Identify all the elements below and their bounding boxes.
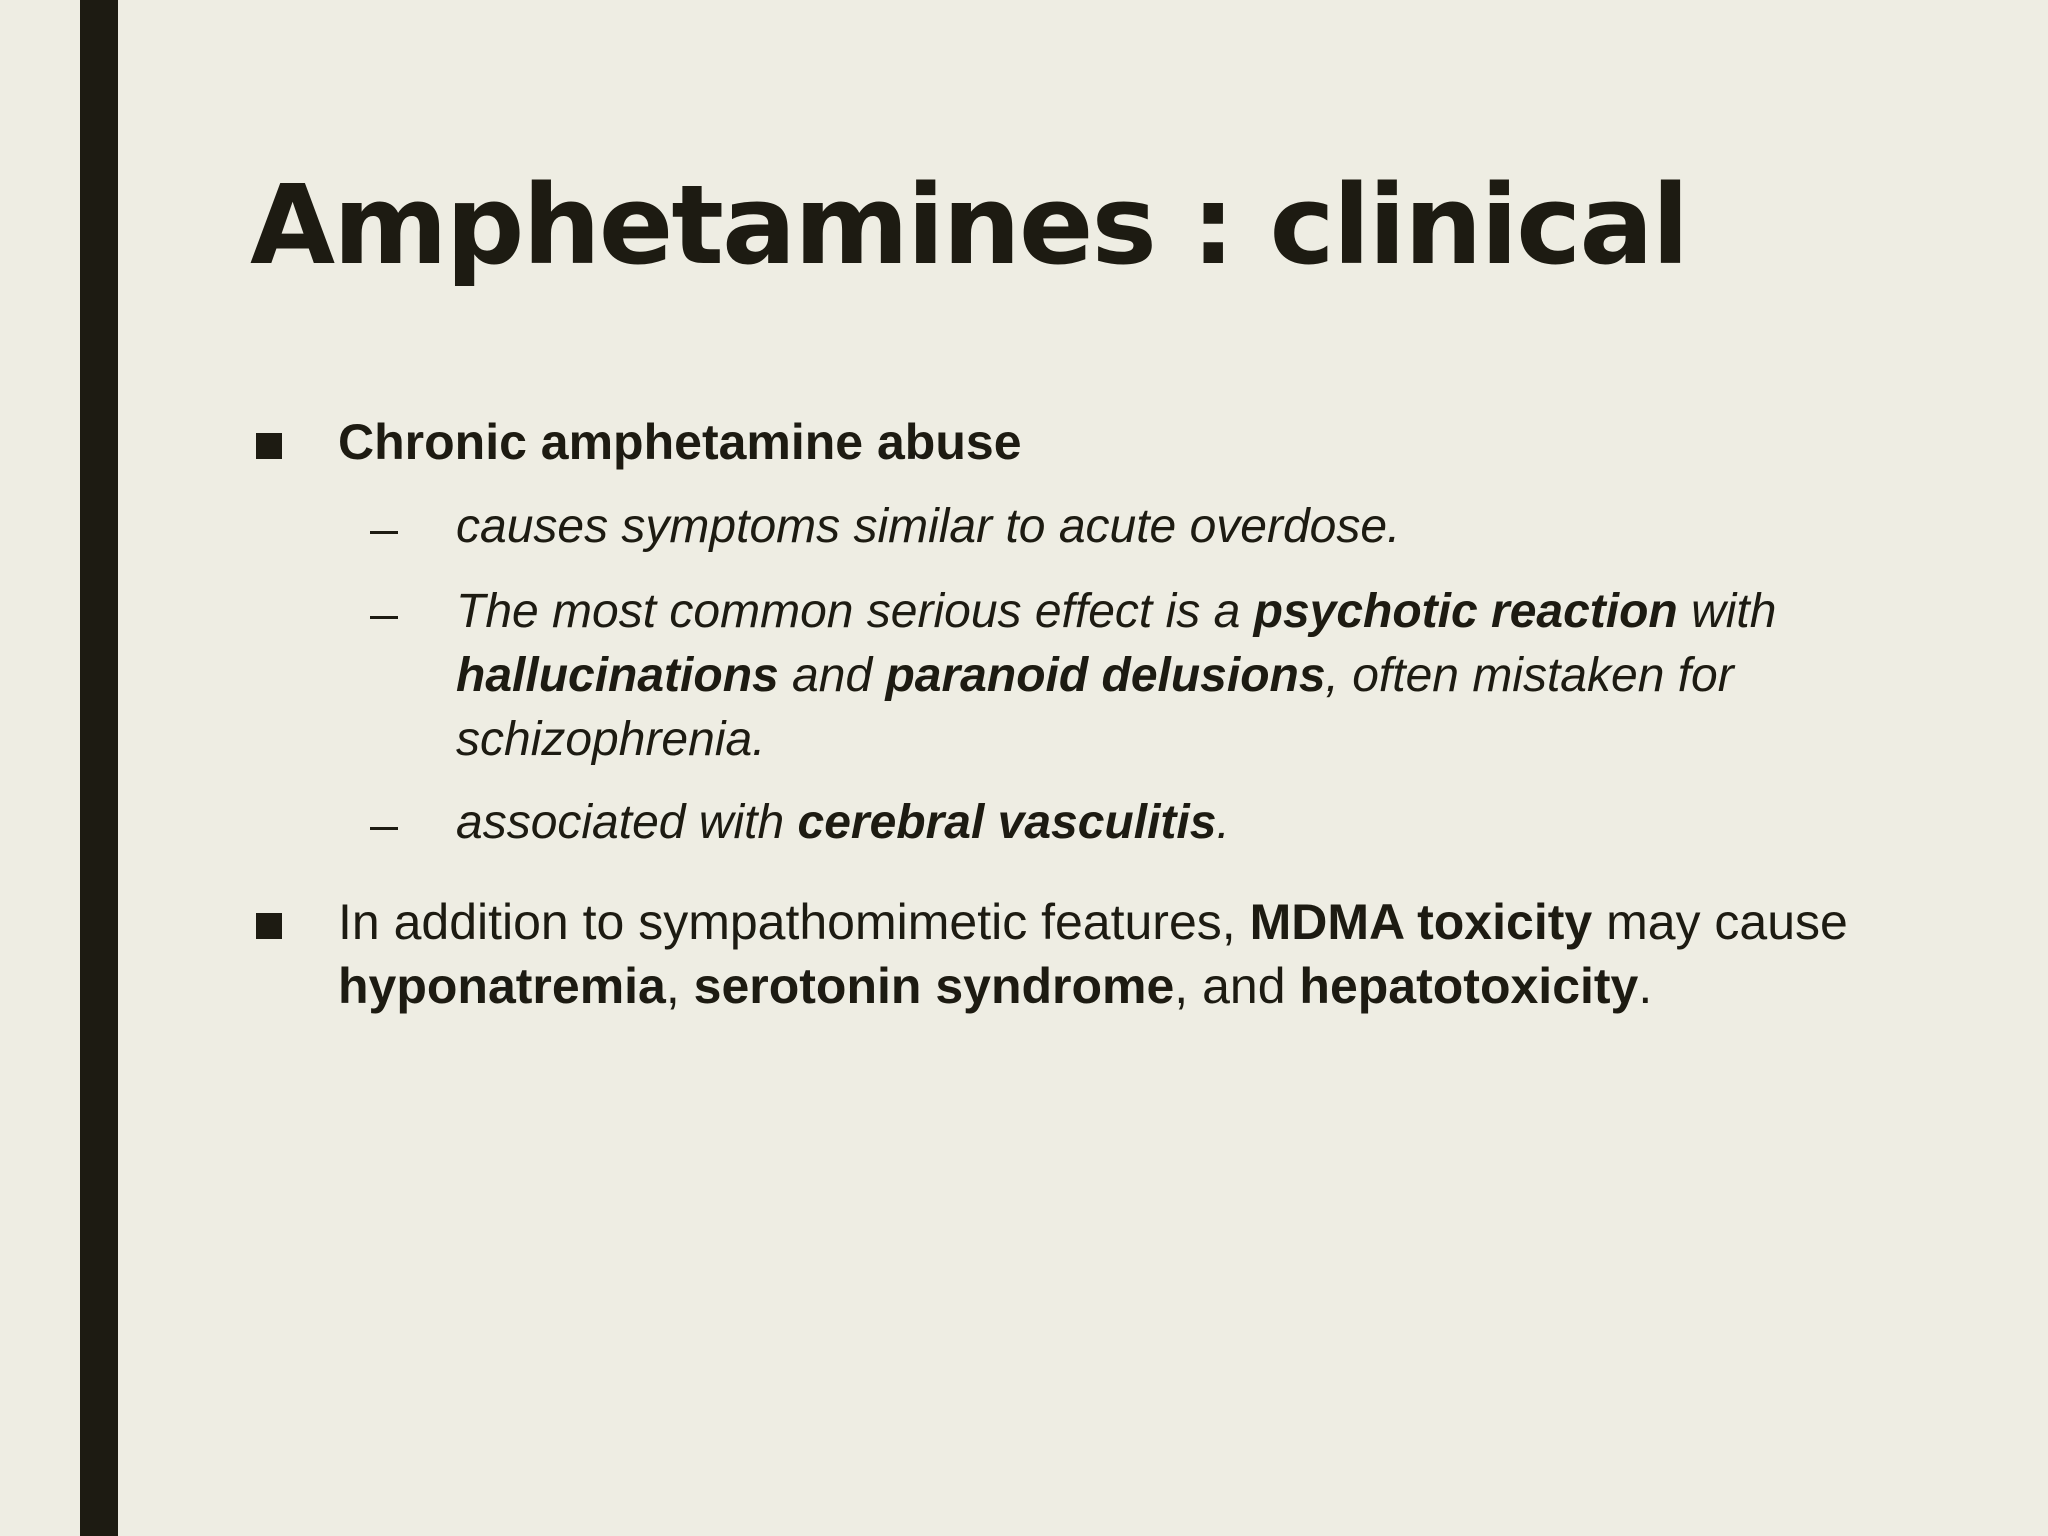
- bold-hyponatremia: hyponatremia: [338, 958, 666, 1014]
- bullet-chronic-abuse: Chronic amphetamine abuse: [338, 414, 1022, 470]
- text-run: and: [778, 649, 886, 702]
- bold-mdma-toxicity: MDMA toxicity: [1249, 894, 1593, 950]
- sub-bullet-vasculitis: [456, 791, 1876, 855]
- text-run: may cause: [1592, 894, 1848, 950]
- text-run: ,: [665, 958, 694, 1014]
- bold-psychotic-reaction: psychotic reaction: [1253, 585, 1678, 638]
- text-run: , often mistaken for schizophrenia.: [456, 649, 1734, 766]
- sub-bullet-psychotic-reaction: [456, 580, 1876, 772]
- bold-hallucinations: hallucinations: [456, 649, 779, 702]
- square-bullet-icon: [256, 913, 282, 939]
- text-run: In addition to sympathomimetic features,: [338, 894, 1250, 950]
- text-run: associated with: [456, 796, 798, 849]
- dash-bullet-icon: [370, 827, 398, 830]
- text-run: The most common serious effect is a: [456, 585, 1254, 638]
- text-run: with: [1677, 585, 1777, 638]
- square-bullet-icon: [256, 433, 282, 459]
- bullet-mdma-toxicity: [338, 890, 1878, 1018]
- text-run: .: [1216, 796, 1230, 849]
- bold-serotonin-syndrome: serotonin syndrome: [693, 958, 1175, 1014]
- slide-title: Amphetamines : clinical: [250, 161, 1688, 289]
- sub-bullet-symptoms: causes symptoms similar to acute overdose.: [456, 500, 1401, 553]
- bold-cerebral-vasculitis: cerebral vasculitis: [797, 796, 1217, 849]
- dash-bullet-icon: [370, 616, 398, 619]
- bold-paranoid-delusions: paranoid delusions: [885, 649, 1326, 702]
- dash-bullet-icon: [370, 531, 398, 534]
- bold-hepatotoxicity: hepatotoxicity: [1299, 958, 1639, 1014]
- accent-bar: [80, 0, 118, 1536]
- text-run: .: [1638, 958, 1653, 1014]
- text-run: , and: [1174, 958, 1300, 1014]
